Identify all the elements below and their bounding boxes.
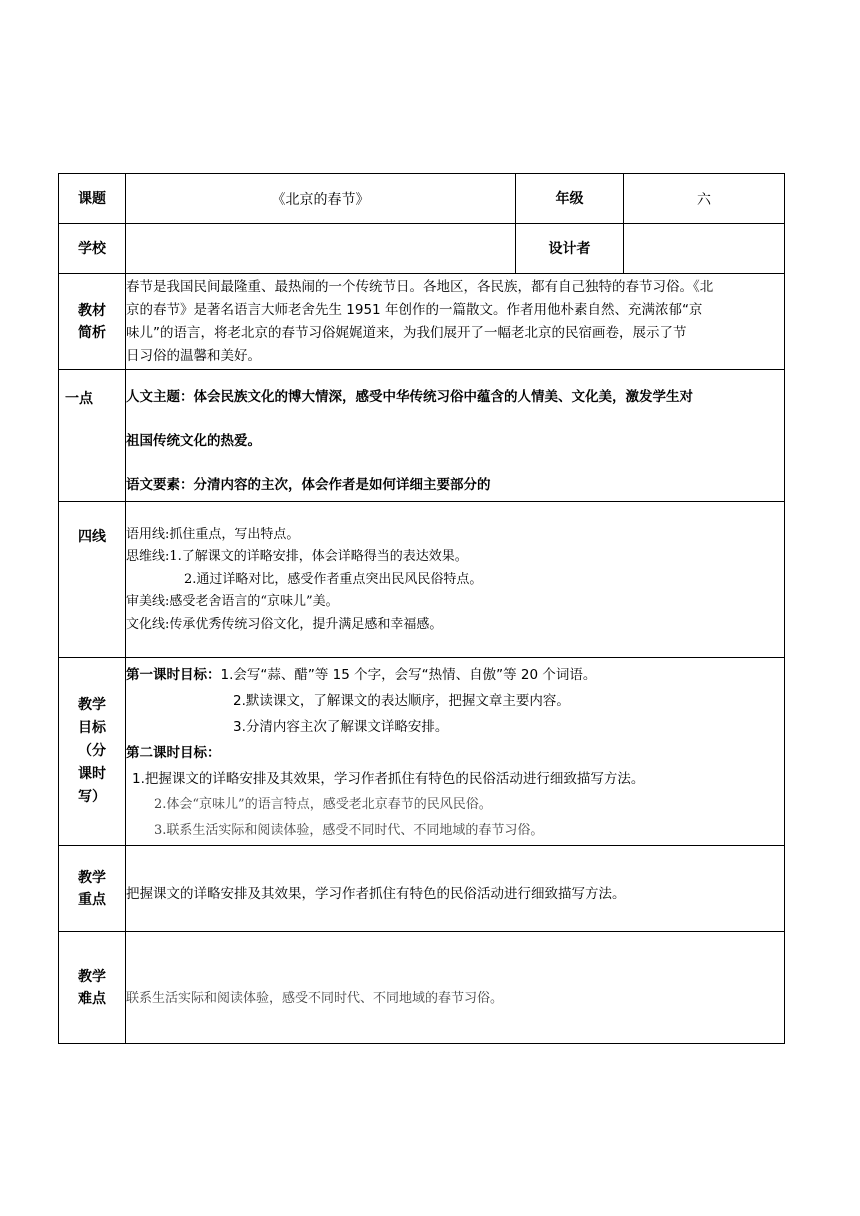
school-row — [59, 224, 785, 274]
four-lines-text: 语用线:抓住重点，写出特点。 思维线:1.了解课文的详略安排，体会详略得当的表达效果。 2.通过详略对比，感受作者重点突出民风民俗特点。 审美线:感受老舍语言的“京味儿”美。 文化线:传承优秀传统习俗文化，提升满足感和幸福感。 — [126, 502, 785, 658]
school-value — [126, 224, 516, 274]
grade-value: 六 — [624, 174, 785, 224]
analysis-row — [59, 274, 785, 370]
language-text: 分清内容的主次，体会作者是如何详细主要部分的 — [193, 476, 491, 493]
key-points-label: 教学 重点 — [59, 846, 126, 932]
key-points-text: 把握课文的详略安排及其效果，学习作者抓住有特色的民俗活动进行细致描写方法。 — [126, 846, 785, 932]
objectives-label: 教学 目标 （分 课时 写） — [59, 658, 126, 846]
topic-value: 《北京的春节》 — [126, 174, 516, 224]
analysis-label: 教材 简析 — [59, 274, 126, 370]
one-point-text — [126, 370, 785, 502]
humanities-text-cont: 祖国传统文化的热爱。 — [126, 432, 261, 449]
designer-label: 设计者 — [516, 224, 624, 274]
designer-value — [624, 224, 785, 274]
objectives-text: 第一课时目标：1.会写“蒜、醋”等 15 个字，会写“热情、自傲”等 20 个词语。 2.默读课文，了解课文的表达顺序，把握文章主要内容。 3.分清内容主次了解课文详略安排。 第二课时目标： 1.把握课文的详略安排及其效果，学习作者抓住有特色的民俗活动进行细致描写方法。 2.体会“京味儿”的语言特点，感受老北京春节的民风民俗。 3.联系生活实际和阅读体验，感受不同时代、不同地域的春节习俗。 — [126, 658, 785, 846]
first-lesson-label: 第一课时目标： — [126, 666, 221, 683]
topic-row — [59, 174, 785, 224]
grade-label: 年级 — [516, 174, 624, 224]
school-label: 学校 — [59, 224, 126, 274]
topic-label: 课题 — [59, 174, 126, 224]
four-lines-row — [59, 502, 785, 658]
analysis-text: 春节是我国民间最隆重、最热闹的一个传统节日。各地区，各民族，都有自己独特的春节习俗。《北 京的春节》是著名语言大师老舍先生 1951 年创作的一篇散文。作者用他朴素自然、充满浓郁“京 味儿”的语言，将老北京的春节习俗娓娓道来，为我们展开了一幅老北京的民宿画卷，展示了节 日习俗的温馨和美好。 — [126, 274, 785, 370]
objectives-row — [59, 658, 785, 846]
difficulties-text: 联系生活实际和阅读体验，感受不同时代、不同地域的春节习俗。 — [126, 932, 785, 1044]
language-label: 语文要素： — [126, 476, 194, 493]
one-point-row — [59, 370, 785, 502]
humanities-text: 体会民族文化的博大情深，感受中华传统习俗中蕴含的人情美、文化美，激发学生对 — [193, 388, 693, 405]
lesson-plan-table — [58, 173, 785, 1044]
four-lines-label: 四线 — [59, 502, 126, 658]
one-point-label: 一点 — [59, 370, 126, 502]
humanities-label: 人文主题： — [126, 388, 194, 405]
second-lesson-label: 第二课时目标： — [126, 744, 221, 761]
difficulties-row — [59, 932, 785, 1044]
difficulties-label: 教学 难点 — [59, 932, 126, 1044]
key-points-row — [59, 846, 785, 932]
